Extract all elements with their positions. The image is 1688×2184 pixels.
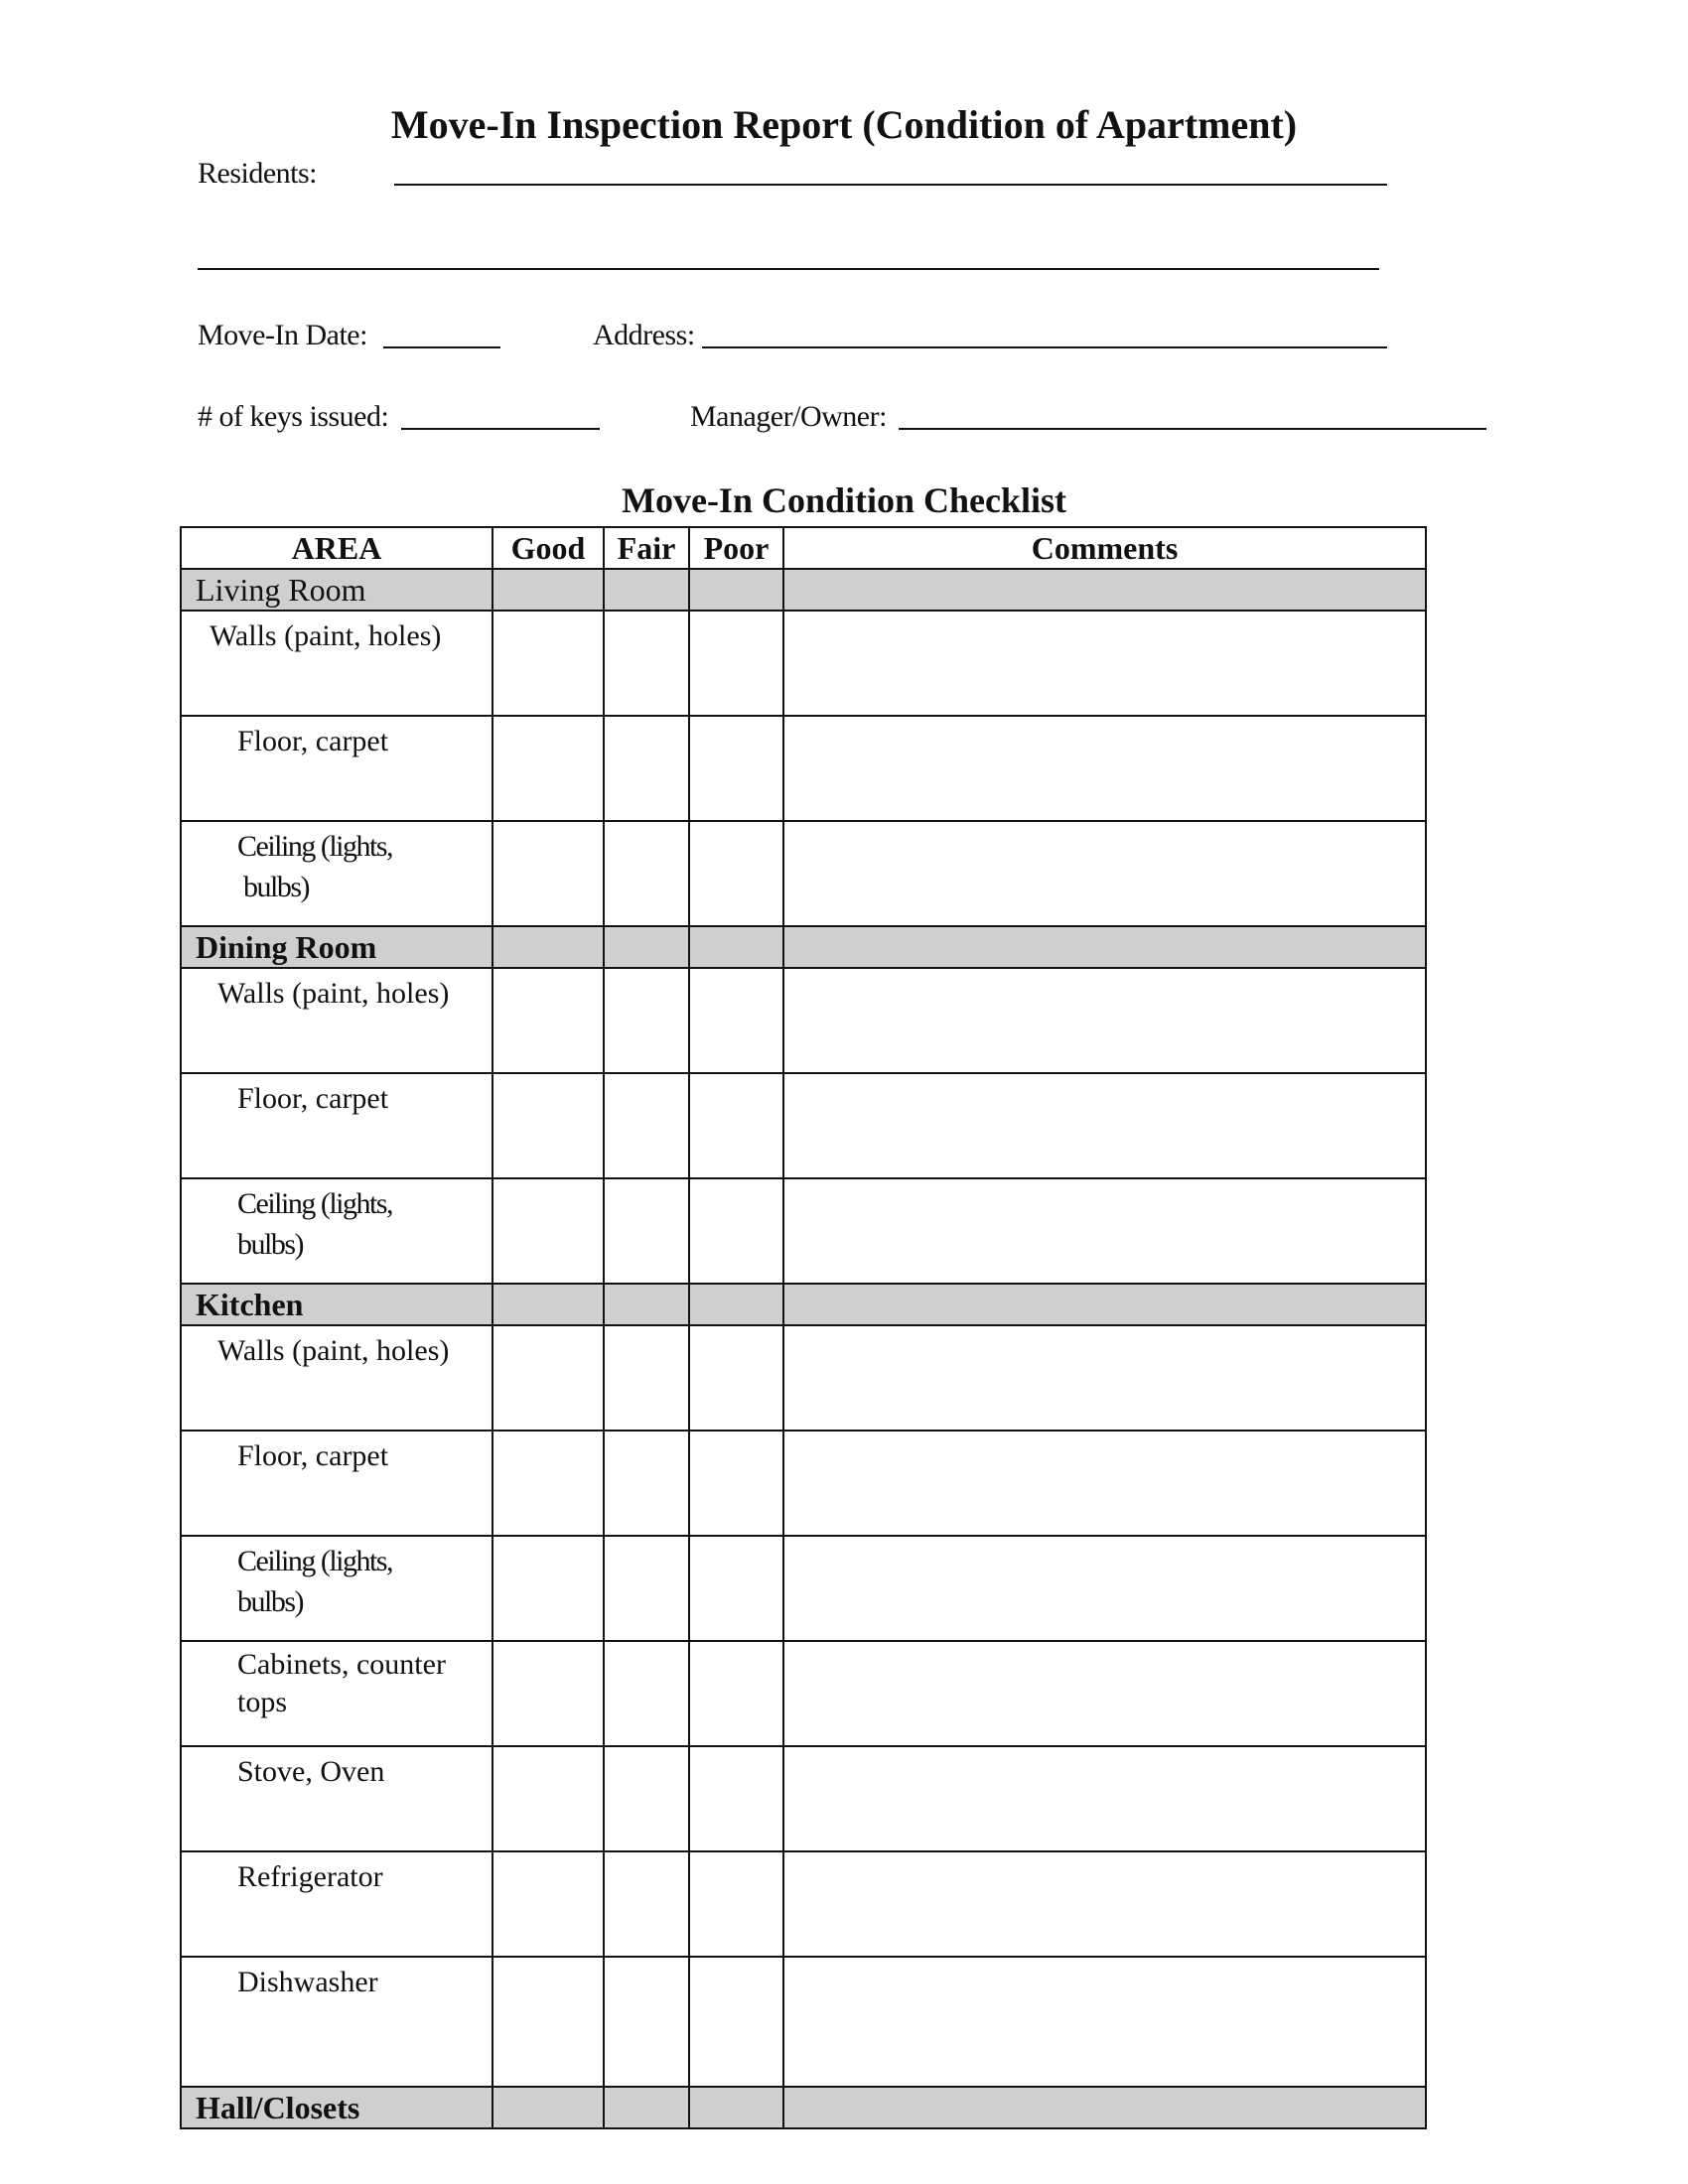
good-cell[interactable]: [492, 821, 604, 926]
fair-cell[interactable]: [604, 1536, 689, 1641]
fair-cell[interactable]: [604, 1641, 689, 1746]
good-cell[interactable]: [492, 926, 604, 968]
good-cell[interactable]: [492, 716, 604, 821]
move-in-date-label: Move-In Date:: [198, 319, 367, 351]
fair-cell[interactable]: [604, 1073, 689, 1178]
address-line[interactable]: [702, 346, 1387, 348]
good-header: Good: [492, 527, 604, 569]
fair-cell[interactable]: [604, 1957, 689, 2087]
good-cell[interactable]: [492, 1284, 604, 1325]
good-cell[interactable]: [492, 1851, 604, 1957]
poor-cell[interactable]: [689, 1851, 783, 1957]
keys-issued-line[interactable]: [401, 428, 600, 430]
poor-cell[interactable]: [689, 1325, 783, 1431]
item-label: Floor, carpet: [181, 1431, 492, 1536]
good-cell[interactable]: [492, 1178, 604, 1284]
table-row: [181, 1536, 1426, 1641]
poor-cell[interactable]: [689, 1641, 783, 1746]
section-row-living-room: [181, 569, 1426, 611]
table-row: [181, 1957, 1426, 2087]
comments-cell[interactable]: [783, 1284, 1426, 1325]
section-label: Living Room: [181, 569, 492, 611]
good-cell[interactable]: [492, 1536, 604, 1641]
item-label: Walls (paint, holes): [181, 1325, 492, 1431]
comments-cell[interactable]: [783, 821, 1426, 926]
area-header: AREA: [181, 527, 492, 569]
comments-cell[interactable]: [783, 1325, 1426, 1431]
section-label: Dining Room: [181, 926, 492, 968]
keys-issued-label: # of keys issued:: [198, 400, 389, 433]
table-row: [181, 1746, 1426, 1851]
table-row: [181, 1431, 1426, 1536]
comments-cell[interactable]: [783, 569, 1426, 611]
fair-cell[interactable]: [604, 2087, 689, 2128]
section-label: Kitchen: [181, 1284, 492, 1325]
comments-cell[interactable]: [783, 1073, 1426, 1178]
comments-cell[interactable]: [783, 1431, 1426, 1536]
poor-cell[interactable]: [689, 1073, 783, 1178]
fair-header: Fair: [604, 527, 689, 569]
poor-cell[interactable]: [689, 1431, 783, 1536]
section-row-hall-closets: [181, 2087, 1426, 2128]
poor-header: Poor: [689, 527, 783, 569]
poor-cell[interactable]: [689, 821, 783, 926]
poor-cell[interactable]: [689, 716, 783, 821]
poor-cell[interactable]: [689, 1284, 783, 1325]
good-cell[interactable]: [492, 1957, 604, 2087]
poor-cell[interactable]: [689, 1957, 783, 2087]
comments-cell[interactable]: [783, 968, 1426, 1073]
comments-cell[interactable]: [783, 1536, 1426, 1641]
table-row: [181, 1641, 1426, 1746]
item-label: Ceiling (lights, bulbs): [181, 821, 492, 926]
poor-cell[interactable]: [689, 611, 783, 716]
poor-cell[interactable]: [689, 1536, 783, 1641]
manager-owner-line[interactable]: [899, 428, 1486, 430]
section-label: Hall/Closets: [181, 2087, 492, 2128]
item-label: Cabinets, counter tops: [181, 1641, 492, 1746]
fair-cell[interactable]: [604, 1431, 689, 1536]
good-cell[interactable]: [492, 611, 604, 716]
item-label: Ceiling (lights, bulbs): [181, 1178, 492, 1284]
item-label: Floor, carpet: [181, 1073, 492, 1178]
poor-cell[interactable]: [689, 1178, 783, 1284]
good-cell[interactable]: [492, 2087, 604, 2128]
good-cell[interactable]: [492, 968, 604, 1073]
item-label: Walls (paint, holes): [181, 968, 492, 1073]
checklist-title: Move-In Condition Checklist: [621, 480, 1067, 520]
good-cell[interactable]: [492, 569, 604, 611]
item-label: Dishwasher: [181, 1957, 492, 2087]
table-row: [181, 821, 1426, 926]
comments-cell[interactable]: [783, 1178, 1426, 1284]
table-row: [181, 1851, 1426, 1957]
page-title: Move-In Inspection Report (Condition of Apartment): [390, 102, 1298, 147]
table-row: [181, 1178, 1426, 1284]
poor-cell[interactable]: [689, 968, 783, 1073]
poor-cell[interactable]: [689, 2087, 783, 2128]
table-row: [181, 1073, 1426, 1178]
fair-cell[interactable]: [604, 1325, 689, 1431]
comments-cell[interactable]: [783, 1746, 1426, 1851]
fair-cell[interactable]: [604, 569, 689, 611]
condition-checklist-table: [180, 526, 1427, 2129]
comments-cell[interactable]: [783, 2087, 1426, 2128]
residents-label: Residents:: [198, 157, 317, 190]
comments-header: Comments: [783, 527, 1426, 569]
comments-cell[interactable]: [783, 611, 1426, 716]
good-cell[interactable]: [492, 1641, 604, 1746]
item-label: Ceiling (lights, bulbs): [181, 1536, 492, 1641]
poor-cell[interactable]: [689, 569, 783, 611]
table-row: [181, 611, 1426, 716]
fair-cell[interactable]: [604, 716, 689, 821]
fair-cell[interactable]: [604, 1851, 689, 1957]
move-in-date-line[interactable]: [383, 346, 500, 348]
comments-cell[interactable]: [783, 1957, 1426, 2087]
table-header-row: [181, 527, 1426, 569]
manager-owner-label: Manager/Owner:: [690, 400, 887, 433]
fair-cell[interactable]: [604, 1284, 689, 1325]
comments-cell[interactable]: [783, 926, 1426, 968]
residents-line-2[interactable]: [198, 268, 1379, 270]
table-row: [181, 968, 1426, 1073]
section-row-dining-room: [181, 926, 1426, 968]
fair-cell[interactable]: [604, 926, 689, 968]
good-cell[interactable]: [492, 1325, 604, 1431]
fair-cell[interactable]: [604, 1746, 689, 1851]
table-row: [181, 716, 1426, 821]
fair-cell[interactable]: [604, 1178, 689, 1284]
comments-cell[interactable]: [783, 1641, 1426, 1746]
poor-cell[interactable]: [689, 1746, 783, 1851]
item-label: Stove, Oven: [181, 1746, 492, 1851]
fair-cell[interactable]: [604, 968, 689, 1073]
item-label: Walls (paint, holes): [181, 611, 492, 716]
poor-cell[interactable]: [689, 926, 783, 968]
section-row-kitchen: [181, 1284, 1426, 1325]
comments-cell[interactable]: [783, 716, 1426, 821]
comments-cell[interactable]: [783, 1851, 1426, 1957]
good-cell[interactable]: [492, 1746, 604, 1851]
good-cell[interactable]: [492, 1073, 604, 1178]
table-row: [181, 1325, 1426, 1431]
fair-cell[interactable]: [604, 821, 689, 926]
fair-cell[interactable]: [604, 611, 689, 716]
residents-line-1[interactable]: [394, 184, 1387, 186]
item-label: Refrigerator: [181, 1851, 492, 1957]
good-cell[interactable]: [492, 1431, 604, 1536]
item-label: Floor, carpet: [181, 716, 492, 821]
address-label: Address:: [593, 319, 695, 351]
